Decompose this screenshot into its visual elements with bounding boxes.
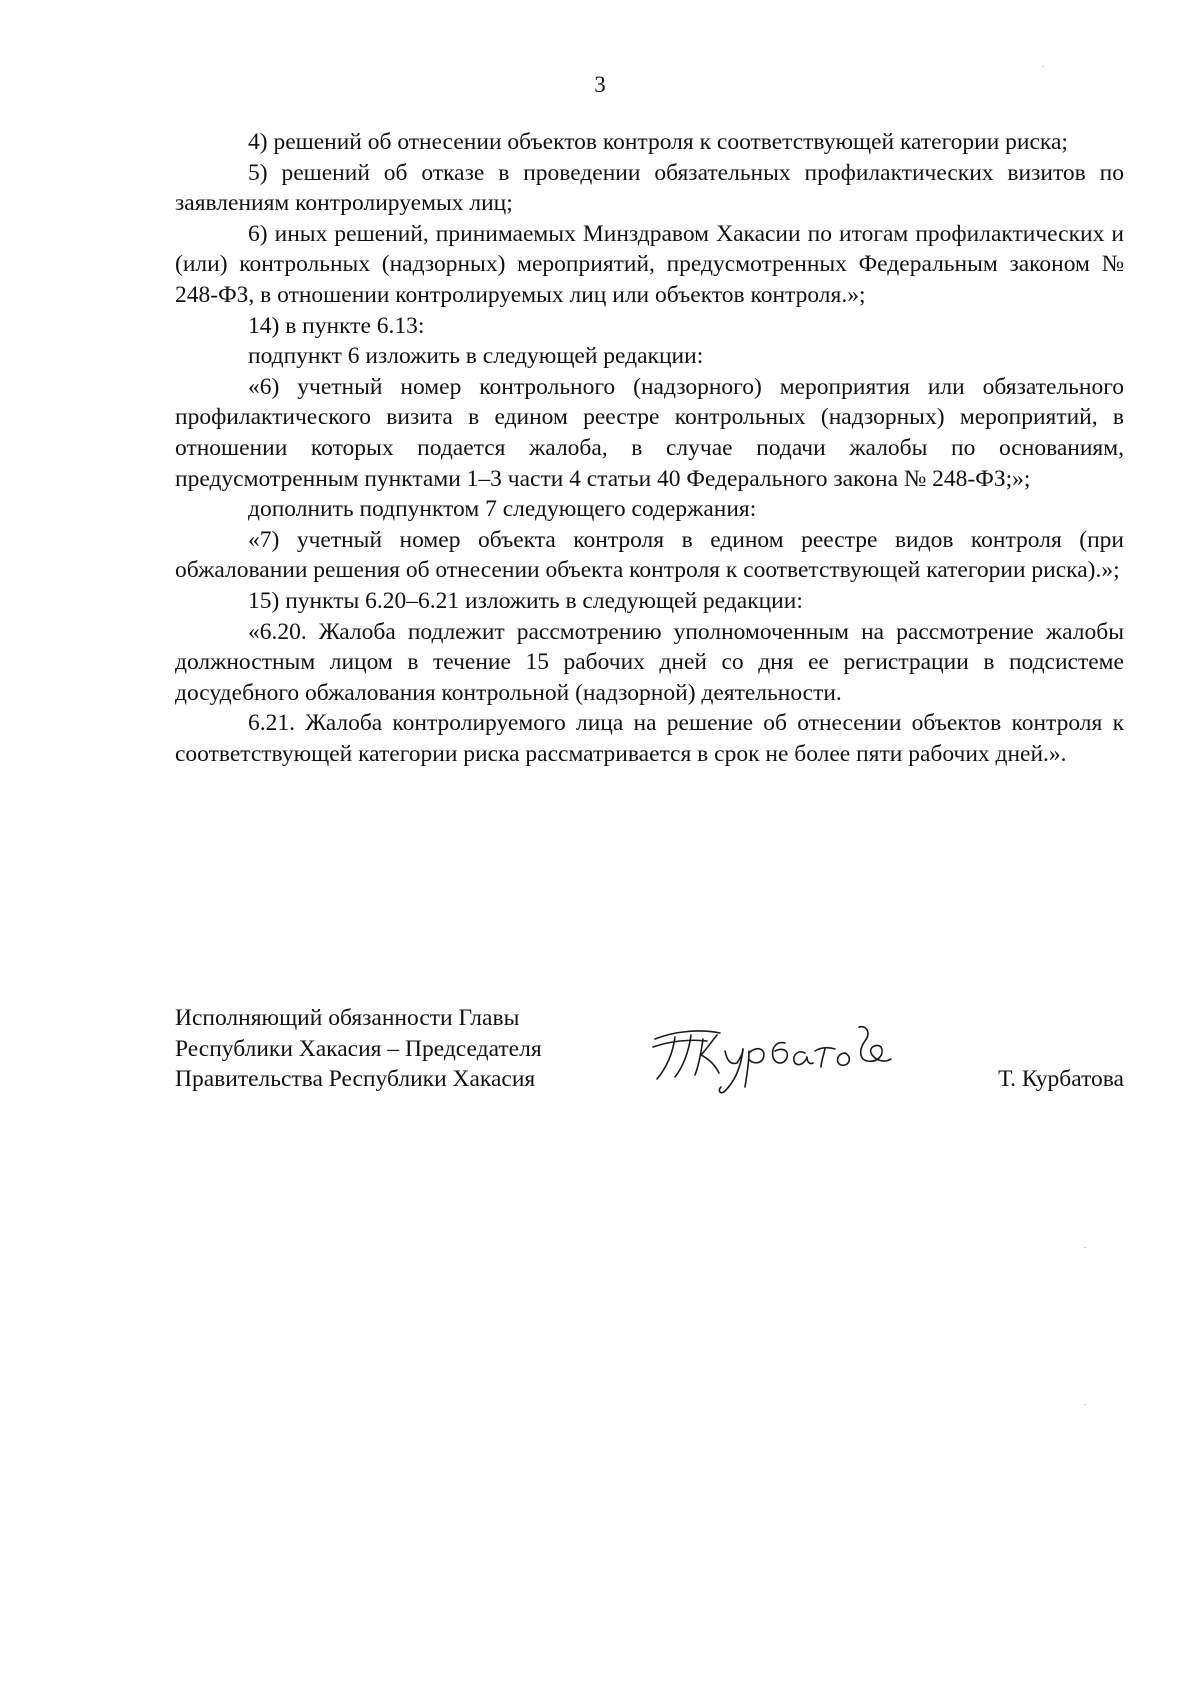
paragraph-subpoint-7-instruction: дополнить подпунктом 7 следующего содержания: (248, 496, 757, 523)
document-body (175, 127, 1124, 769)
paragraph-clause-6-21: 6.21. Жалоба контролируемого лица на решение об отнесении объектов контроля к соответствующей категории риска рассматривается в срок не более пяти рабочих дней.». (175, 710, 1124, 767)
signature-block (175, 1003, 1124, 1113)
paragraph-point-14: 14) в пункте 6.13: (248, 312, 425, 339)
scan-artifact (1042, 66, 1044, 67)
signer-title-line: Республики Хакасия – Председателя (175, 1035, 542, 1062)
signer-title-line: Правительства Республики Хакасия (175, 1066, 536, 1093)
page-number: 3 (594, 72, 606, 97)
scan-artifact (1084, 1247, 1086, 1248)
signer-title-line: Исполняющий обязанности Главы (175, 1005, 520, 1031)
signer-name: Т. Курбатова (998, 1066, 1124, 1092)
handwritten-signature (645, 1017, 895, 1097)
paragraph-subpoint-7-text: «7) учетный номер объекта контроля в едином реестре видов контроля (при обжаловании решения об отнесении объекта контроля к соответствующей категории риска).»; (175, 526, 1124, 584)
paragraph-item-6: 6) иных решений, принимаемых Минздравом Хакасии по итогам профилактических и (или) контрольных (надзорных) мероприятий, предусмотренных Федеральным законом № 248-ФЗ, в отношении контролируемых лиц или объектов контроля.»; (175, 220, 1124, 308)
paragraph-item-5: 5) решений об отказе в проведении обязательных профилактических визитов по заявлениям контролируемых лиц; (175, 159, 1124, 217)
paragraph-point-15: 15) пункты 6.20–6.21 изложить в следующей редакции: (248, 587, 803, 614)
paragraph-subpoint-6-instruction: подпункт 6 изложить в следующей редакции: (248, 343, 704, 370)
paragraph-item-4: 4) решений об отнесении объектов контроля к соответствующей категории риска; (248, 129, 1068, 155)
paragraph-subpoint-6-text: «6) учетный номер контрольного (надзорного) мероприятия или обязательного профилактического визита в едином реестре контрольных (надзорных) мероприятий, в отношении которых подается жалоба, в случае подачи жалобы по основаниям, предусмотренным пунктами 1–3 части 4 статьи 40 Федерального закона № 248-ФЗ;»; (175, 373, 1124, 492)
scan-artifact (1084, 1404, 1086, 1405)
paragraph-clause-6-20: «6.20. Жалоба подлежит рассмотрению уполномоченным на рассмотрение жалобы должностным лицом в течение 15 рабочих дней со дня ее регистрации в подсистеме досудебного обжалования контрольной (надзорной) деятельности. (175, 618, 1124, 706)
signer-title (175, 1003, 615, 1095)
